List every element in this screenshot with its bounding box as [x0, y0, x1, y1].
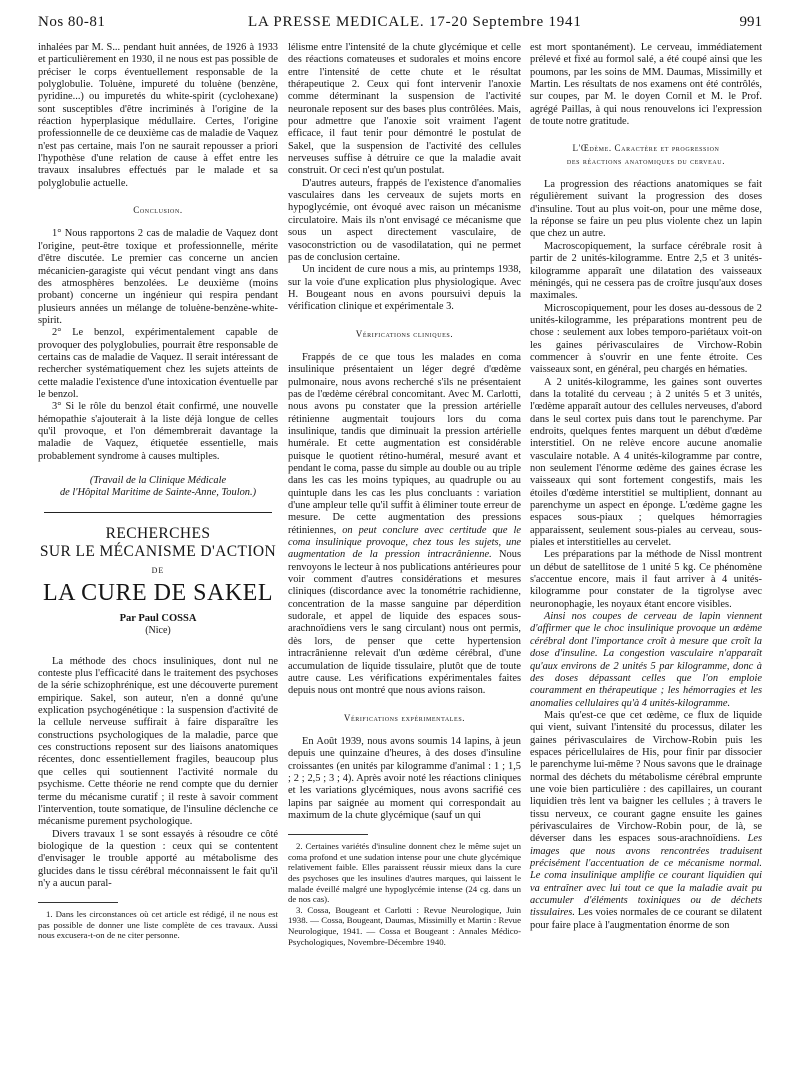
footnote: 3. Cossa, Bougeant et Carlotti : Revue Neurologique, Juin 1938. — Cossa, Bougeant, Daumas, Missimilly et Martin : Revue Neurologique, 1941. — Cossa et Bougeant : Annales Médico-Psychologiques, Novembre-Décembre 1940. — [288, 904, 521, 947]
italic-conclusion: on peut conclure avec certitude que le coma insulinique provoque, chez tous les sujets, une augmentation de la pression intracrânienne. — [288, 524, 521, 561]
paragraph: 2° Le benzol, expérimentalement capable de provoquer des polyglobulies, pourrait être responsable de certains cas de maladie de Vaquez. Il serait intéressant de rechercher systématiquement chez les sujets atteints de cette maladie l'existence d'une intoxication éventuelle par le benzol. — [38, 327, 278, 400]
paragraph: La progression des réactions anatomiques se fait régulièrement suivant la progression des doses d'insuline. Tout au plus voit-on, pour une même dose, la réponse se faire un peu plus violente chez un lapin que chez un autre. — [530, 179, 762, 240]
article-title-de: DE — [151, 565, 165, 575]
footnote: 2. Certaines variétés d'insuline donnent chez le même sujet un coma profond et une sudation intense pour une chute glycémique relativement faible. Elles paraissent réussir mieux dans la cure des psychoses que les insulines d'autres marques, qui laissent le malade éveillé malgré une hypoglycémie intense (24 cg. dans un de nos cas). — [288, 841, 521, 905]
paragraph: inhalées par M. S... pendant huit années, de 1926 à 1933 et particulièrement en 1930, il ne nous est pas possible de préciser le corps éventuellement responsable de la polyglobulie. Toluène, impureté du toluène (benzène, pyridine...) ou impuretés du white-spirit (cyclohexane) sont susceptibles d'être incriminés à l'origine de la réaction hyperplasique médullaire. Certes, l'origine professionnelle de ce deuxième cas de maladie de Vaquez n'est pas certaine, mais l'on ne saurait repousser a priori l'hypothèse d'une relation de cause à effet entre les travaux insalubres effectués par le malade et sa polyglobulie actuelle. — [38, 42, 278, 189]
paragraph: D'autres auteurs, frappés de l'existence d'anomalies vasculaires dans les cerveaux de sujets morts en hypoglycémie, ont évoqué avec raison un mécanisme circulatoire. Mais ils n'ont envisagé ce mécanisme que sous un aspect directement vasculaire, de vasoconstriction ou de vasodilatation, qui ne permet pas de conclusion certaine. — [288, 177, 521, 263]
italic-passage: Les images que nous avons rencontrées traduisent précisément l'accentuation de ce mécanisme normal. Le coma insulinique amplifie ce courant liquidien qui va entraîner avec lui tout ce que la maladie avait pu accumuler d'éléments toxiniques ou de déchets tissulaires. — [530, 833, 762, 919]
footnote-rule — [38, 902, 118, 903]
article-title-line-1: RECHERCHES — [105, 524, 211, 542]
section-heading-conclusion: Conclusion. — [133, 205, 183, 216]
paragraph: Divers travaux 1 se sont essayés à résoudre ce côté biologique de la question : ceux qui se contentent d'envisager le trouble apporté au métabolisme des glucides dans le tissu cérébral méconnaissent le fait qu'il n'y a aucun paral- — [38, 828, 278, 889]
paragraph-text: Les voies normales de ce courant se dilatent pour faire place à l'augmentation énorme de son — [530, 907, 762, 931]
article-author: Par Paul COSSA — [119, 613, 197, 625]
paragraph-text: Frappés de ce que tous les malades en coma insulinique présentaient un léger degré d'œdème pulmonaire, nous avons recherché s'ils ne présentaient pas de l'œdème cérébral concomitant. Avec M. Carlotti, nous avons pu constater que la pression artérielle rétinienne augmentait toujours lors du coma insulinique, tandis que diminuait la pression artérielle humérale. Et cette augmentation est considérable puisque le quotient rétino-huméral, mesuré avant et pendant le coma, passe du simple au double ou au triple dans les cas les moins typiques, au quadruple ou au quintuple dans les cas les plus concluants : variation d'une ampleur telle qu'il suffit à éliminer toute erreur de mesure. De cette augmentation des pressions rétiniennes, — [288, 351, 521, 536]
credit-line-2: de l'Hôpital Maritime de Sainte-Anne, Toulon.) — [59, 487, 257, 499]
paragraph-text: Mais qu'est-ce que cet œdème, ce flux de liquide qui vient, suivant l'intensité du processus, dilater les gaines périvasculaires de Virchow-Robin puis les espaces péricellulaires de His, pour finir par dissocier le parenchyme lui-même ? Nous savons que le drainage normal des déchets du métabolisme cérébral emprunte une voie bien particulière : des capillaires, un courant liquidien très lent va baigner les cellules ; à travers le tissu nerveux, ce courant gagne ensuite les gaines périvasculaires de Virchow-Robin pour, de là, se déverser dans les espaces sous-arachnoïdiens. — [530, 709, 762, 845]
article-divider — [44, 512, 272, 513]
paragraph: La méthode des chocs insuliniques, dont nul ne conteste plus l'efficacité dans le traitement des psychoses de la série schizophrénique, est une découverte purement empirique. Sakel, son auteur, n'en a donné qu'une explication psychogénétique : la suspension d'activité de la cellule nerveuse suffirait à faire disparaître les constructions psychologiques de la maladie, parce que ces constructions reposent sur des liaisons anatomiques récentes, donc essentiellement fragiles, beaucoup plus que celles qui soutiennent l'activité normale du psychisme. Cette théorie ne rend compte que du dernier terme du mécanisme curatif ; il reste à savoir comment l'intervention, toute somatique, de l'insuline déclenche ce mécanisme purement psychologique. — [38, 655, 278, 828]
issue-number: Nos 80-81 — [38, 14, 106, 30]
paragraph: Un incident de cure nous a mis, au printemps 1938, sur la voie d'une explication plus physiologique. Avec H. Bougeant nous en avons poursuivi depuis la vérification clinique et expérimentale 3. — [288, 264, 521, 313]
column-3 — [530, 42, 762, 932]
paragraph: Les préparations par la méthode de Nissl montrent un début de satellitose de 1 unité 5 kg. Ce phénomène s'accentue encore, mais il faut arriver à 4 unités-kilogramme pour constater de la tigrolyse avec neuronophagie, les noyaux étant encore visibles. — [530, 549, 762, 610]
footnote-rule — [288, 834, 368, 835]
paragraph: 3° Si le rôle du benzol était confirmé, une nouvelle hémopathie s'ajouterait à la liste déjà longue de celles qu'il provoque, et l'on démembrerait davantage la maladie de Vaquez, étiquetée essentielle, mais probablement syndrome à causes multiples. — [38, 401, 278, 462]
article-title-main: LA CURE DE SAKEL — [43, 580, 273, 607]
section-heading-experimentales: Vérifications expérimentales. — [343, 712, 466, 723]
section-heading-cliniques: Vérifications cliniques. — [355, 328, 454, 339]
footnote: 1. Dans les circonstances où cet article est rédigé, il ne nous est pas possible de donner une liste complète de ces travaux. Aussi nous excusera-t-on de ne citer personne. — [38, 909, 278, 941]
paragraph: Macroscopiquement, la surface cérébrale rosit à partir de 2 unités-kilogramme. Entre 2,5 et 3 unités-kilogramme apparaît une dilatation des vaisseaux méningés, qui ne cessera pas de croître jusqu'aux doses maximales. — [530, 240, 762, 302]
paragraph: 1° Nous rapportons 2 cas de maladie de Vaquez dont l'origine, peut-être toxique et professionnelle, mérite d'être discutée. Le premier cas concerne un ancien mécanicien-garagiste qui vécut pendant vingt ans dans des atmosphères benzolées. Le deuxième (moins probant) concerne un ingénieur qui respira pendant plusieurs années un mélange de toluène-benzène-white-spirit. — [38, 228, 278, 326]
author-city: (Nice) — [145, 625, 171, 637]
paragraph — [288, 352, 521, 698]
paragraph: Microscopiquement, pour les doses au-dessous de 2 unités-kilogramme, les préparations montrent peu de chose : seulement aux lobes temporo-pariétaux voit-on les gaines périvasculaires de Virchow-Robin commencer à s'ouvrir en une fente étroite. Ces vaisseaux sont, en général, peu chargés en hématies. — [530, 302, 762, 376]
section-heading-oedeme-1: L'Œdème. Caractère et progression — [572, 143, 720, 154]
paragraph: En Août 1939, nous avons soumis 14 lapins, à jeun depuis une quinzaine d'heures, à des doses d'insuline croissantes (en unités par kilogramme d'animal : 1 ; 1,5 ; 2 ; 2,5 ; 3 ; 4). Après avoir noté les réactions cliniques et les variations glycémiques, nous avons sacrifié ces lapins par saignée au moment qui correspondait au maximum de la chute glycémique (sauf un qui — [288, 735, 521, 821]
credit-line-1: (Travail de la Clinique Médicale — [89, 475, 227, 486]
paragraph — [530, 710, 762, 932]
column-2 — [288, 42, 521, 947]
paragraph-text: Nous renvoyons le lecteur à nos publications antérieures pour voir comment d'autres considérations et mesures cliniques (discordance avec la tonométrie rachidienne, concentration de la masse sanguine par déperdition sudorale, et appel de liquide des espaces sous-arachnoïdiens vers le sang circulant) nous ont permis, dès lors, de penser que cette hypertension intracrânienne relevait d'un œdème cérébral, d'une accumulation de liquide tissulaire, plutôt que de toute autre cause. Les vérifications expérimentales faites depuis nous ont montré que nous avions raison. — [288, 549, 521, 697]
page-number: 991 — [739, 14, 762, 30]
journal-title-date: LA PRESSE MEDICALE. 17-20 Septembre 1941 — [248, 14, 582, 30]
paragraph: est mort spontanément). Le cerveau, immédiatement prélevé et fixé au formol salé, a été coupé ainsi que les poumons, par les soins de MM. Daumas, Missimilly et Martin. Les résultats de nos examens ont été contrôlés, sur coupes, par M. le doyen Cornil et M. le Prof. agrégé Paillas, à qui nous renouvelons ici l'expression de toute notre gratitude. — [530, 42, 762, 128]
column-1 — [38, 42, 278, 941]
paragraph: A 2 unités-kilogramme, les gaines sont ouvertes dans la totalité du cerveau ; à 2 unités 5 et 3 unités, l'œdème apparaît autour des cellules nerveuses, d'abord dans le seul cortex puis dans tout le parenchyme. Par endroits, quelques fentes marquent un début d'œdème interstitiel. On ne relève encore aucune anomalie vasculaire notable. A 4 unités-kilogramme par contre, non seulement l'énorme œdème des gaines écrase les vaisseaux qui sont fortement congestifs, mais les étoiles d'œdème interstitiel se multiplient, donnant au parenchyme un aspect en éponge. L'œdème gagne les espaces sous-piaux ; quelques hémorragies apparaissent, seulement sous-piales au cerveau, sous-piales et interstitielles au cervelet. — [530, 376, 762, 549]
italic-paragraph: Ainsi nos coupes de cerveau de lapin viennent d'affirmer que le choc insulinique provoque un œdème cérébral dont l'importance croît à mesure que croît la dose d'insuline. La congestion vasculaire n'apparaît qu'aux environs de 2 unités 5 par kilogramme, donc à des doses dépassant celles que l'on emploie couramment en thérapeutique ; les hémorragies et les anomalies cellulaires qu'à 4 unités-kilogramme. — [530, 611, 762, 709]
article-title-line-2: SUR LE MÉCANISME D'ACTION — [39, 542, 277, 560]
paragraph: lélisme entre l'intensité de la chute glycémique et celle des réactions comateuses et sudorales et moins encore entre l'intensité de cette chute et le résultat thérapeutique 2. Ceux qui font intervenir l'anoxie comme déterminant la suspension de l'activité neuronale reposent sur des bases plus contrôlées. Mais, pour admettre que l'anoxie soit vraiment l'agent efficace, il faut tenir pour démontré le postulat de Sakel, que la suspension de l'activité des cellules nerveuses suffise à détruire ce que la maladie avait construit. Or ceci n'est qu'un postulat. — [288, 42, 521, 177]
running-header — [38, 14, 762, 38]
section-heading-oedeme-2: des réactions anatomiques du cerveau. — [566, 155, 726, 166]
